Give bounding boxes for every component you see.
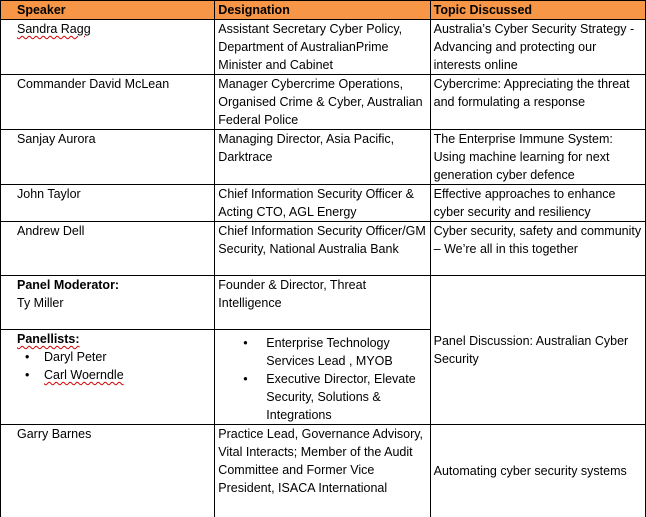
table-row: [1, 185, 646, 222]
speaker-cell: Commander David McLean: [1, 75, 215, 130]
designation-cell: Chief Information Security Officer & Acting CTO, AGL Energy: [215, 185, 430, 222]
table-row: [1, 20, 646, 75]
panellists-cell: [1, 330, 215, 425]
speaker-cell: Sandra Ragg: [1, 20, 215, 75]
speaker-cell: Sanjay Aurora: [1, 130, 215, 185]
topic-cell: The Enterprise Immune System: Using machine learning for next generation cyber defence: [430, 130, 645, 185]
panellists-designation-cell: [215, 330, 430, 425]
topic-cell: Cybercrime: Appreciating the threat and formulating a response: [430, 75, 645, 130]
speaker-cell: John Taylor: [1, 185, 215, 222]
table-row: [1, 425, 646, 517]
speaker-cell: Garry Barnes: [1, 425, 215, 517]
panellist-list: [17, 348, 211, 384]
header-topic: Topic Discussed: [430, 1, 645, 20]
panellist-designation-list: [218, 334, 426, 424]
panellists-label: Panellists:: [17, 332, 80, 346]
panel-topic: Panel Discussion: Australian Cyber Security: [430, 276, 645, 425]
topic-cell: Effective approaches to enhance cyber security and resiliency: [430, 185, 645, 222]
moderator-name: Ty Miller: [17, 296, 64, 310]
list-item: • Enterprise Technology Services Lead , MYOB: [218, 334, 426, 370]
topic-cell: Cyber security, safety and community – We’re all in this together: [430, 222, 645, 276]
table-row: [1, 75, 646, 130]
speaker-cell: Andrew Dell: [1, 222, 215, 276]
list-item: • Carl Woerndle: [17, 366, 211, 384]
designation-cell: Practice Lead, Governance Advisory, Vital Interacts; Member of the Audit Committee and Former Vice President, ISACA International: [215, 425, 430, 517]
topic-cell: Automating cyber security systems: [430, 425, 645, 517]
header-row: [1, 1, 646, 20]
designation-cell: Chief Information Security Officer/GM Security, National Australia Bank: [215, 222, 430, 276]
header-designation: Designation: [215, 1, 430, 20]
designation-cell: Manager Cybercrime Operations, Organised Crime & Cyber, Australian Federal Police: [215, 75, 430, 130]
header-speaker: Speaker: [1, 1, 215, 20]
table-row: [1, 222, 646, 276]
panel-moderator-row: [1, 276, 646, 330]
moderator-cell: [1, 276, 215, 330]
designation-cell: Managing Director, Asia Pacific, Darktrace: [215, 130, 430, 185]
topic-cell: Australia’s Cyber Security Strategy - Advancing and protecting our interests online: [430, 20, 645, 75]
table-row: [1, 130, 646, 185]
list-item: • Executive Director, Elevate Security, Solutions & Integrations: [218, 370, 426, 424]
list-item: • Daryl Peter: [17, 348, 211, 366]
moderator-designation: Founder & Director, Threat Intelligence: [215, 276, 430, 330]
moderator-label: Panel Moderator:: [17, 278, 120, 292]
designation-cell: Assistant Secretary Cyber Policy, Department of AustralianPrime Minister and Cabinet: [215, 20, 430, 75]
